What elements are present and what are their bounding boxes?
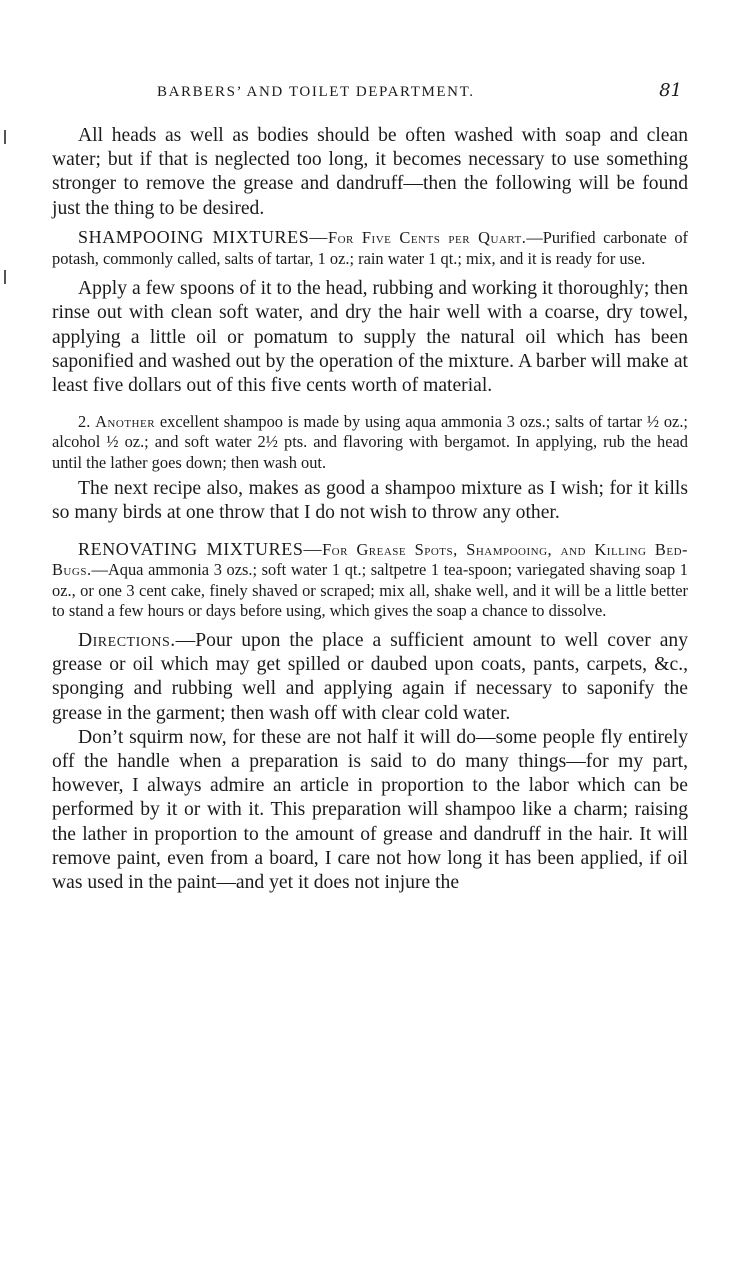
recipe-renovating-mixtures xyxy=(52,539,688,621)
paragraph-directions xyxy=(52,629,688,726)
paragraph-dont-squirm: Don’t squirm now, for these are not half it will do—some people fly entirely off the handle when a preparation is said to do many things—for my part, however, I always admire an article in proportion to the labor which can be performed by it or with it. This preparation will shampoo like a charm; raising the lather in proportion to the amount of grease and dandruff in the hair. It will remove paint, even from a board, I care not how long it has been applied, if oil was used in the paint—and yet it does not injure the xyxy=(52,726,688,894)
page-number: 81 xyxy=(659,80,682,101)
margin-mark xyxy=(4,270,6,284)
recipe-heading: SHAMPOOING MIXTURES— xyxy=(78,226,328,247)
recipe-body: —Aqua ammonia 3 ozs.; soft water 1 qt.; saltpetre 1 tea-spoon; variegated shaving soap 1 oz., or one 3 cent cake, finely shaved or scraped; mix all, shake well, and it will be a little better to stand a few hours or days before using, which gives the soap a chance to dissolve. xyxy=(52,560,688,620)
recipe-subheading: For Five Cents per Quart. xyxy=(327,227,527,247)
margin-mark xyxy=(4,130,6,144)
paragraph-apply: Apply a few spoons of it to the head, rubbing and working it thoroughly; then rinse out with clean soft water, and dry the hair well with a coarse, dry towel, applying a little oil or pomatum to supply the natural oil which has been saponified and washed out by the operation of the mixture. A barber will make at least five dollars out of this five cents worth of material. xyxy=(52,278,688,397)
page-header xyxy=(52,80,688,110)
directions-body: —Pour upon the place a sufficient amount to well cover any grease or oil which may get spilled or daubed upon coats, pants, carpets, &c., sponging and rubbing well and applying again if necessary to saponify the grease in the garment; then wash off with clear cold water. xyxy=(52,630,688,724)
recipe-body: —Purified carbonate of potash, commonly called, salts of tartar, 1 oz.; rain water 1 qt.; mix, and it is ready for use. xyxy=(52,227,688,269)
recipe-number: 2. xyxy=(78,412,91,432)
paragraph-next-recipe: The next recipe also, makes as good a shampoo mixture as I wish; for it kills so many birds at one throw that I do not wish to throw any other. xyxy=(52,477,688,524)
recipe-another-shampoo xyxy=(52,412,688,473)
recipe-body: excellent shampoo is made by using aqua ammonia 3 ozs.; salts of tartar ½ oz.; alcohol ½ oz.; and soft water 2½ pts. and flavoring with bergamot. In applying, rub the head until the lather goes down; then wash out. xyxy=(52,412,688,472)
recipe-subheading: Another xyxy=(95,412,156,432)
paragraph-intro: All heads as well as bodies should be often washed with soap and clean water; but if that is neglected too long, it becomes necessary to use something stronger to remove the grease and dandruff—then the following will be found just the thing to be desired. xyxy=(52,125,688,219)
directions-label: Directions. xyxy=(78,630,176,652)
book-page xyxy=(52,80,688,895)
recipe-subheading: For Grease Spots, Shampooing, and Killing Bed-Bugs. xyxy=(52,540,688,580)
recipe-heading: RENOVATING MIXTURES— xyxy=(78,539,323,560)
running-head: BARBERS’ AND TOILET DEPARTMENT. xyxy=(157,84,475,100)
recipe-shampooing-mixtures xyxy=(52,225,688,269)
